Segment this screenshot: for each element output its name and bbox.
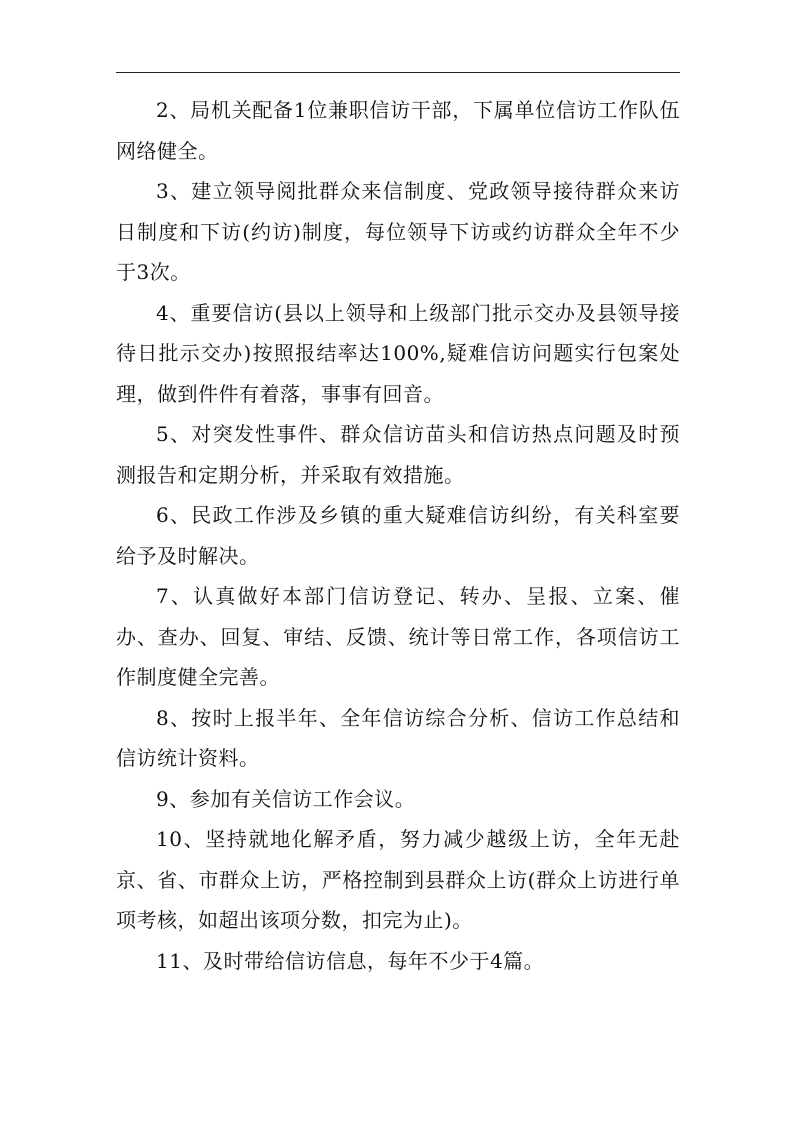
paragraph-item-4: 4、重要信访(县以上领导和上级部门批示交办及县领导接待日批示交办)按照报结率达100%,疑难信访问题实行包案处理，做到件件有着落，事事有回音。 bbox=[116, 300, 680, 406]
document-body bbox=[116, 90, 680, 981]
paragraph-item-5: 5、对突发性事件、群众信访苗头和信访热点问题及时预测报告和定期分析，并采取有效措施。 bbox=[116, 422, 680, 487]
paragraph-item-3: 3、建立领导阅批群众来信制度、党政领导接待群众来访日制度和下访(约访)制度，每位领导下访或约访群众全年不少于3次。 bbox=[116, 179, 680, 284]
paragraph-item-8: 8、按时上报半年、全年信访综合分析、信访工作总结和信访统计资料。 bbox=[116, 705, 680, 770]
paragraph-item-7: 7、认真做好本部门信访登记、转办、呈报、立案、催办、查办、回复、审结、反馈、统计等日常工作，各项信访工作制度健全完善。 bbox=[116, 584, 680, 689]
paragraph-item-6: 6、民政工作涉及乡镇的重大疑难信访纠纷，有关科室要给予及时解决。 bbox=[116, 503, 680, 568]
header-rule bbox=[116, 72, 680, 73]
paragraph-item-10: 10、坚持就地化解矛盾，努力减少越级上访，全年无赴京、省、市群众上访，严格控制到县群众上访(群众上访进行单项考核，如超出该项分数，扣完为止)。 bbox=[116, 827, 680, 932]
paragraph-item-11: 11、及时带给信访信息，每年不少于4篇。 bbox=[156, 948, 545, 973]
paragraph-item-9: 9、参加有关信访工作会议。 bbox=[156, 786, 416, 811]
paragraph-item-2: 2、局机关配备1位兼职信访干部，下属单位信访工作队伍网络健全。 bbox=[116, 98, 680, 163]
